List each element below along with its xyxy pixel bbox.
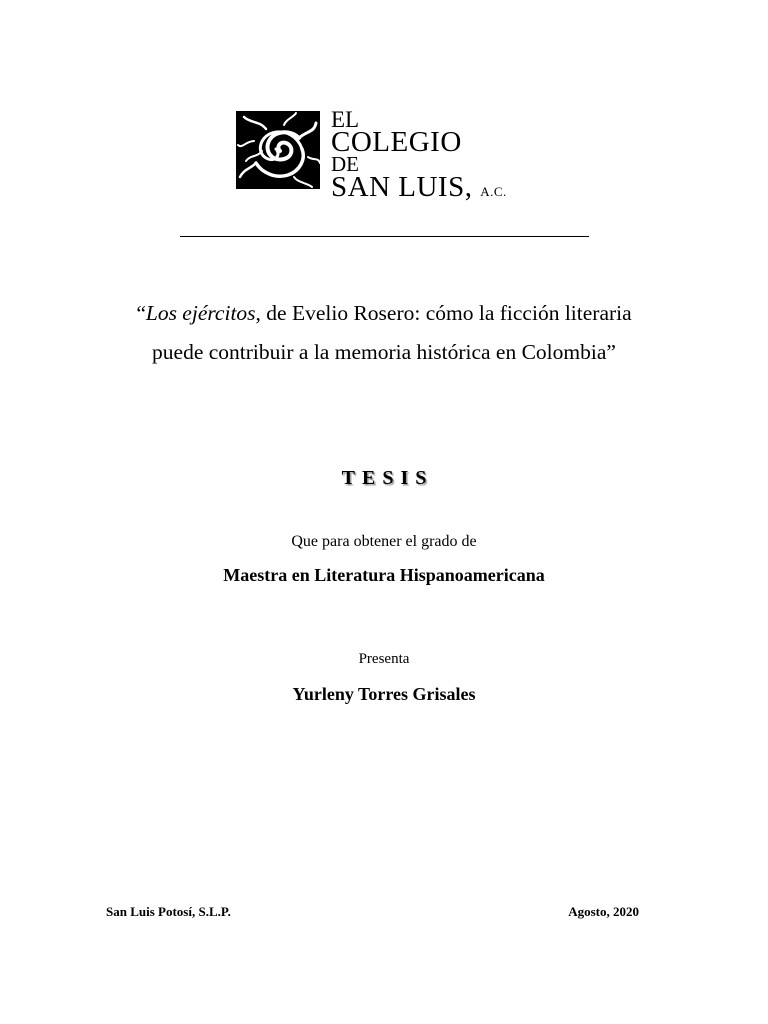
degree-intro-text: Que para obtener el grado de: [291, 533, 477, 550]
title-open-quote: “: [136, 301, 146, 325]
thesis-title: [60, 294, 708, 372]
institution-logo: [236, 107, 536, 203]
title-italic-work: Los ejércitos: [145, 301, 256, 325]
institution-name: [331, 107, 507, 203]
thesis-title-line-1: [60, 294, 708, 333]
logo-line-el: EL: [331, 107, 360, 132]
place-text: San Luis Potosí, S.L.P.: [106, 904, 231, 919]
logo-line-san-luis: [331, 171, 507, 203]
document-type-heading: TESIS: [341, 467, 434, 489]
logo-ac-text: A.C.: [480, 184, 507, 199]
presents-label: Presenta: [358, 651, 410, 667]
thesis-title-line-2: puede contribuir a la memoria histórica en Colombia”: [152, 340, 616, 364]
horizontal-divider: [180, 236, 589, 237]
logo-line-colegio: COLEGIO: [331, 126, 462, 158]
logo-san-luis-text: SAN LUIS,: [331, 171, 473, 203]
title-line-1-rest: , de Evelio Rosero: cómo la ficción literaria: [255, 301, 632, 325]
degree-name: Maestra en Literatura Hispanoamericana: [223, 565, 545, 585]
date-text: Agosto, 2020: [568, 904, 639, 919]
logo-line-de: DE: [331, 152, 359, 176]
swirl-emblem-icon: [236, 111, 320, 189]
author-name: Yurleny Torres Grisales: [292, 684, 476, 704]
